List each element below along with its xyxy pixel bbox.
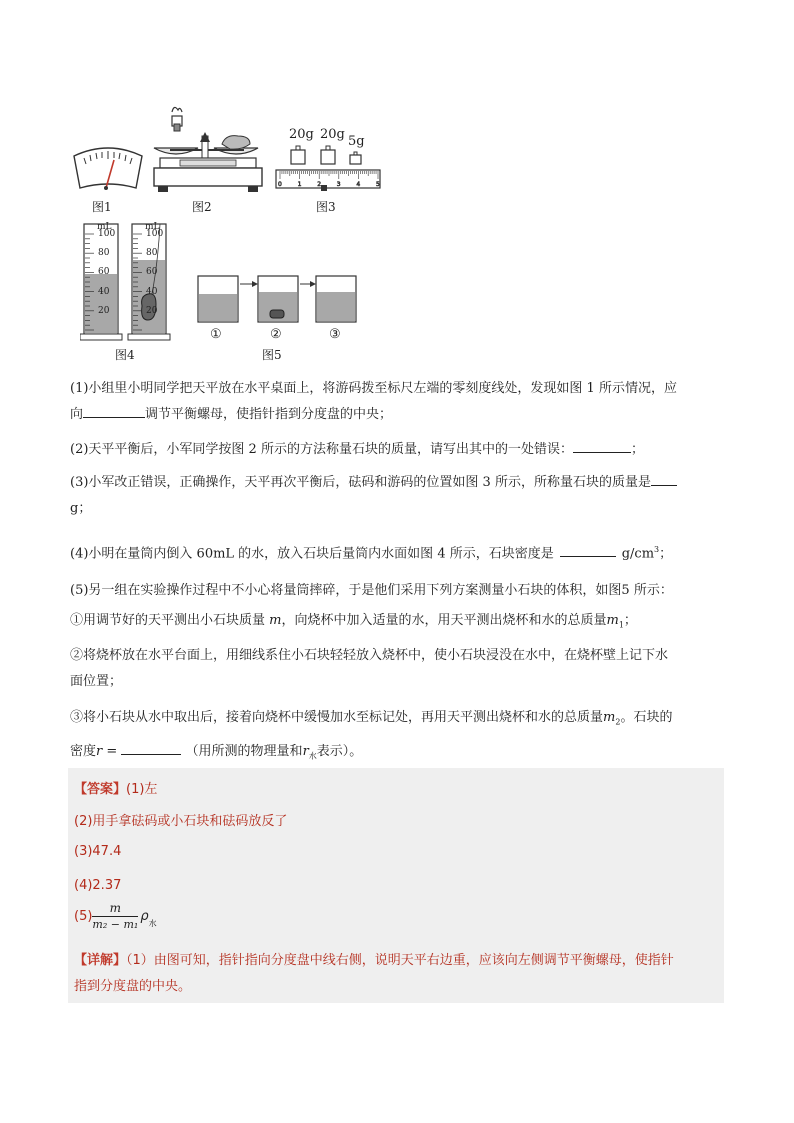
- answer-5-prefix: (5): [74, 909, 93, 924]
- question-2-blank[interactable]: [573, 438, 631, 453]
- figure-3-weight-label-1: 20g: [289, 127, 314, 142]
- question-3-text-b: g；: [70, 501, 92, 516]
- var-m1: m: [606, 613, 619, 628]
- figure-3-weight-label-2: 20g: [320, 127, 345, 142]
- question-4-end: ；: [659, 546, 673, 562]
- question-4-unit-sup: 3: [654, 545, 660, 554]
- question-5-step-3-end: 。石块的: [620, 709, 673, 725]
- question-5-hint-a: （用所测的物理量和: [185, 744, 303, 760]
- cylinder-1-tick-label: 100: [98, 229, 116, 239]
- fraction-numerator: m: [92, 900, 138, 917]
- var-m2: m: [603, 709, 616, 725]
- detail-text-a: （1）由图可知，指针指向分度盘中线右侧，说明天平右边重，应该向左侧调节平衡螺母，使指针: [126, 953, 674, 968]
- var-m1-sub: 1: [618, 620, 624, 630]
- answer-detail: [74, 948, 714, 1000]
- question-5-intro: (5)另一组在实验操作过程中不小心将量筒摔碎，于是他们采用下列方案测量小石块的体积，如图5 所示：: [70, 583, 673, 598]
- var-rho: r: [96, 744, 103, 760]
- question-1-text-b-pre: 向: [70, 407, 84, 422]
- var-m: m: [269, 613, 282, 628]
- question-1: [70, 376, 725, 428]
- figure-1-label: 图1: [92, 200, 112, 214]
- question-1-text-a: (1)小组里小明同学把天平放在水平桌面上，将游码拨至标尺左端的零刻度线处，发现如图 1 所示情况，应: [70, 381, 677, 396]
- figure-3-label: 图3: [316, 200, 336, 214]
- fraction-denominator: m₂ − m₁: [92, 918, 139, 931]
- question-2-end: ；: [630, 442, 644, 457]
- question-1-text-b-post: 调节平衡螺母，使指针指到分度盘的中央；: [145, 407, 393, 422]
- question-4-text: (4)小明在量筒内倒入 60mL 的水，放入石块后量筒内水面如图 4 所示，石块密度是: [70, 546, 554, 562]
- question-5-step-2-b: 面位置；: [70, 673, 123, 689]
- figure-4-measuring-cylinders: [80, 222, 180, 344]
- figure-4-label: 图4: [115, 348, 135, 362]
- ruler-tick-label: 2: [317, 181, 322, 188]
- answer-1-text: (1)左: [126, 782, 158, 797]
- var-rho-water-sub: 水: [308, 751, 317, 761]
- figure-2-balance-scale: [150, 104, 268, 196]
- cylinder-1-tick-label: 20: [98, 305, 110, 316]
- answer-tag: 【答案】: [74, 782, 127, 797]
- var-m2-sub: 2: [615, 717, 621, 727]
- question-5-blank[interactable]: [121, 740, 181, 755]
- question-2-text: (2)天平平衡后，小军同学按图 2 所示的方法称量石块的质量，请写出其中的一处错误：: [70, 442, 573, 457]
- question-4-unit: g/cm: [621, 546, 655, 562]
- cylinder-1-unit: mL: [97, 222, 112, 232]
- figure-5-label: 图5: [262, 348, 282, 362]
- question-4-blank[interactable]: [560, 542, 616, 557]
- question-5-hint-b: 表示）。: [316, 744, 363, 760]
- question-5-step-2-a: ②将烧杯放在水平台面上，用细线系住小石块轻轻放入烧杯中，使小石块浸没在水中，在烧杯壁上记下水: [70, 647, 669, 663]
- cylinder-2-tick-label: 100: [146, 229, 164, 239]
- question-1-blank[interactable]: [83, 403, 145, 418]
- cylinder-1-tick-label: 40: [98, 286, 110, 297]
- answer-2: (2)用手拿砝码或小石块和砝码放反了: [74, 814, 288, 829]
- beaker-step-2: ②: [270, 327, 282, 342]
- question-5-step-1: ①用调节好的天平测出小石块质量: [70, 613, 266, 628]
- cylinder-2-unit: mL: [145, 222, 160, 232]
- cylinder-2-tick-label: 60: [146, 267, 158, 278]
- beaker-step-3: ③: [329, 327, 341, 342]
- equals-sign: =: [102, 744, 122, 760]
- cylinder-2-tick-label: 20: [146, 305, 158, 316]
- question-3-text-a: (3)小军改正错误，正确操作，天平再次平衡后，砝码和游码的位置如图 3 所示，所称量石块的质量是: [70, 475, 651, 490]
- cylinder-1-tick-label: 60: [98, 267, 110, 278]
- cylinder-1-tick-label: 80: [98, 248, 110, 259]
- answer-5: [74, 900, 157, 933]
- var-rho-water: r: [302, 744, 309, 760]
- answer-3: (3)47.4: [74, 844, 122, 859]
- detail-tag: 【详解】: [74, 953, 127, 968]
- rho-symbol: ρ: [140, 909, 149, 924]
- question-3: [70, 470, 725, 522]
- figure-5-beaker-sequence: [194, 270, 358, 324]
- figure-3-weight-label-3: 5g: [348, 134, 365, 149]
- question-5-step-1-end: ；: [623, 613, 637, 628]
- answer-1: [74, 778, 157, 797]
- cylinder-2-tick-label: 80: [146, 248, 158, 259]
- detail-text-b: 指到分度盘的中央。: [74, 979, 192, 994]
- question-5-density-label: 密度: [70, 744, 97, 760]
- question-3-blank[interactable]: [651, 471, 677, 486]
- question-4: [70, 537, 725, 567]
- rho-subscript: 水: [148, 919, 157, 928]
- question-2: [70, 437, 725, 463]
- figure-2-label: 图2: [192, 200, 212, 214]
- question-5-step-3: ③将小石块从水中取出后，接着向烧杯中缓慢加水至标记处，再用天平测出烧杯和水的总质量: [70, 709, 604, 725]
- answer-4: (4)2.37: [74, 878, 122, 893]
- ruler-tick-label: 5: [376, 181, 380, 188]
- figure-1-balance-dial: [70, 142, 146, 194]
- answer-5-fraction: [92, 900, 138, 933]
- question-5-step-1-mid: ，向烧杯中加入适量的水，用天平测出烧杯和水的总质量: [281, 613, 607, 628]
- ruler-tick-label: 0: [278, 181, 282, 188]
- beaker-step-1: ①: [210, 327, 222, 342]
- cylinder-2-tick-label: 40: [146, 286, 158, 297]
- figure-3-weights-and-ruler: [272, 142, 384, 194]
- ruler-tick-label: 3: [336, 181, 341, 188]
- ruler-tick-label: 4: [356, 181, 361, 188]
- ruler-tick-label: 1: [297, 181, 302, 188]
- question-5: [70, 578, 725, 770]
